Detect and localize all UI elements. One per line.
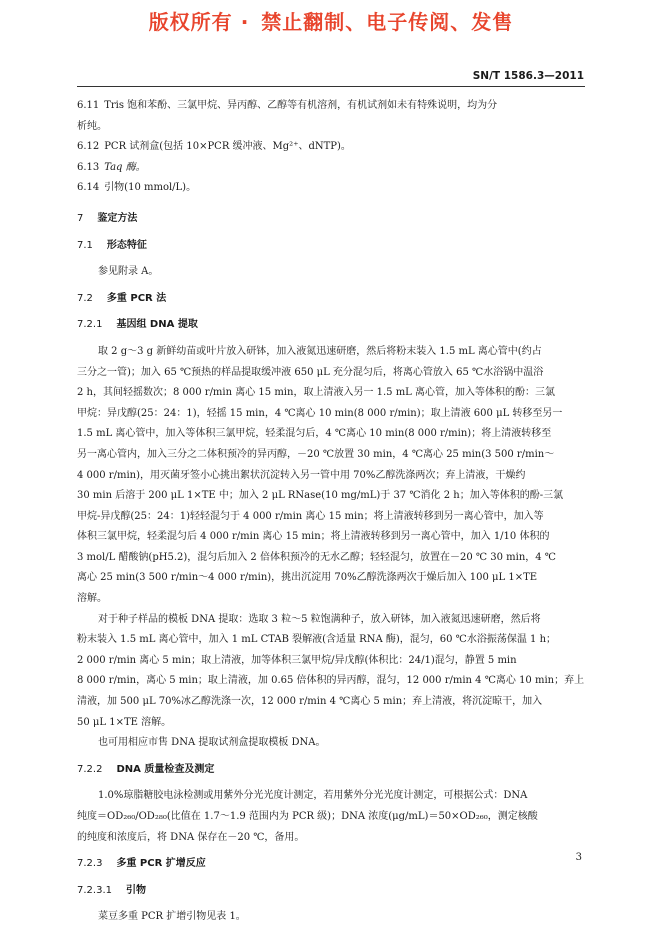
paragraph-line: 30 min 后溶于 200 μL 1×TE 中；加入 2 μL RNase(10 mg/mL)于 37 ℃消化 2 h；加入等体积的酚-三氯	[77, 490, 564, 502]
watermark-text-2: 禁止翻制、电子传阅、发售	[261, 10, 514, 34]
item-text-continued: 析纯。	[77, 120, 107, 132]
paragraph-line: 1.5 mL 离心管中，加入等体积三氯甲烷，轻柔混匀后，4 ℃离心 10 min(8 000 r/min)；将上清液转移至	[77, 428, 552, 440]
section-text-7-2-3-1: 菜豆多重 PCR 扩增引物见表 1。	[98, 911, 246, 923]
item-number: 6.14	[77, 182, 100, 194]
section-heading-7-2-2	[77, 760, 585, 781]
section-title: 形态特征	[106, 239, 147, 251]
paragraph-line: 另一离心管内，加入三分之二体积预冷的异丙醇，－20 ℃放置 30 min，4 ℃离心 25 min(3 500 r/min～	[77, 448, 555, 460]
paragraph-line: 溶解。	[77, 593, 107, 605]
spacer	[77, 199, 585, 209]
paragraph-line: 清液，加 500 μL 70%冰乙醇洗涤一次，12 000 r/min 4 ℃离心 5 min；弃上清液，将沉淀晾干，加入	[77, 696, 543, 708]
paragraph-extraction-seed	[77, 610, 585, 734]
paragraph-line: 50 μL 1×TE 溶解。	[77, 716, 172, 728]
paragraph-line: 1.0%琼脂糖胶电泳检测或用紫外分光光度计测定，若用紫外分光光度计测定，可根据公式：DNA	[98, 790, 528, 802]
section-heading-7-1	[77, 236, 585, 257]
section-heading-7-2-3	[77, 854, 585, 875]
paragraph-line: 取 2 g～3 g 新鲜幼苗或叶片放入研钵，加入液氮迅速研磨，然后将粉末装入 1.5 mL 离心管中(约占	[98, 345, 542, 357]
paragraph-extraction-seedling	[77, 342, 585, 610]
list-item	[77, 178, 585, 199]
section-number: 7.2.2	[77, 763, 103, 775]
paragraph-line: 3 mol/L 醋酸钠(pH5.2)，混匀后加入 2 倍体积预冷的无水乙醇；轻轻混匀，放置在－20 ℃ 30 min，4 ℃	[77, 551, 556, 563]
paragraph-line: 纯度＝OD₂₆₀/OD₂₈₀(比值在 1.7～1.9 范围内为 PCR 级)；DNA 浓度(μg/mL)＝50×OD₂₆₀，测定核酸	[77, 811, 538, 822]
item-number: 6.12	[77, 141, 100, 153]
watermark-banner	[0, 6, 662, 35]
page-number: 3	[575, 852, 582, 863]
paragraph-line: 体积三氯甲烷，轻柔混匀后 4 000 r/min 离心 15 min；将上清液转移到另一离心管中，加入 1/10 体积的	[77, 531, 550, 543]
section-number: 7.2.1	[77, 319, 103, 331]
item-number: 6.11	[77, 100, 100, 111]
item-text: PCR 试剂盒(包括 10×PCR 缓冲液、Mg²⁺、dNTP)。	[104, 141, 351, 153]
section-title: 基因组 DNA 提取	[116, 319, 198, 331]
section-title: 引物	[126, 884, 146, 896]
section-title: 多重 PCR 法	[106, 292, 167, 304]
paragraph-line: 8 000 r/min，离心 5 min；取上清液，加 0.65 倍体积的异丙醇，混匀，12 000 r/min 4 ℃离心 10 min；弃上	[77, 675, 585, 687]
document-body	[77, 96, 585, 928]
list-item	[77, 96, 585, 117]
item-text: 引物(10 mmol/L)。	[104, 182, 197, 194]
watermark-dot: ·	[240, 10, 250, 34]
paragraph-line: 对于种子样品的模板 DNA 提取：选取 3 粒～5 粒饱满种子，放入研钵，加入液氮迅速研磨，然后将	[98, 613, 541, 625]
paragraph-quality-check	[77, 786, 585, 848]
paragraph-kit-note: 也可用相应市售 DNA 提取试剂盒提取模板 DNA。	[98, 737, 326, 749]
section-number: 7.2.3.1	[77, 884, 112, 896]
section-number: 7	[77, 212, 84, 224]
paragraph-line: 粉末装入 1.5 mL 离心管中，加入 1 mL CTAB 裂解液(含适量 RNA 酶)，混匀，60 ℃水浴振荡保温 1 h；	[77, 634, 557, 646]
paragraph-line: 离心 25 min(3 500 r/min～4 000 r/min)，挑出沉淀用 70%乙醇洗涤两次于燥后加入 100 μL 1×TE	[77, 572, 538, 584]
paragraph-line: 的纯度和浓度后，将 DNA 保存在－20 ℃，备用。	[77, 831, 305, 843]
paragraph-line: 甲烷-异戊醇(25：24：1)轻轻混匀于 4 000 r/min 离心 15 min；将上清液转移到另一离心管中，加入等	[77, 510, 544, 522]
section-heading-7-2	[77, 289, 585, 310]
section-title: 鉴定方法	[97, 212, 138, 224]
watermark-text-1: 版权所有	[148, 10, 233, 34]
section-number: 7.2	[77, 292, 93, 304]
list-item	[77, 137, 585, 158]
section-number: 7.2.3	[77, 858, 103, 870]
paragraph-line: 2 h，其间轻摇数次；8 000 r/min 离心 15 min，取上清液入另一 1.5 mL 离心管，加入等体积的酚：三氯	[77, 387, 556, 399]
paragraph-line: 甲烷：异戊醇(25：24：1)，轻摇 15 min，4 ℃离心 10 min(8 000 r/min)；取上清液 600 μL 转移至另一	[77, 407, 563, 419]
item-text: Tris 饱和苯酚、三氯甲烷、异丙醇、乙醇等有机溶剂，有机试剂如未有特殊说明，均为分	[104, 100, 498, 111]
paragraph-line: 2 000 r/min 离心 5 min；取上清液，加等体积三氯甲烷/异戊醇(体积比：24/1)混匀，静置 5 min	[77, 654, 517, 666]
section-heading-7-2-3-1	[77, 881, 585, 902]
item-list	[77, 96, 585, 199]
section-text-7-1: 参见附录 A。	[98, 266, 159, 278]
header-rule	[77, 86, 585, 87]
paragraph-line: 三分之一管)；加入 65 ℃预热的样品提取缓冲液 650 μL 充分混匀后，将离心管放入 65 ℃水浴锅中温浴	[77, 366, 544, 378]
list-item	[77, 158, 585, 179]
standard-code: SN/T 1586.3—2011	[472, 70, 584, 82]
section-number: 7.1	[77, 239, 93, 251]
item-number: 6.13	[77, 161, 100, 173]
paragraph-line: 4 000 r/min)，用灭菌牙签小心挑出絮状沉淀转入另一管中用 70%乙醇洗涤两次；弃上清液，干燥约	[77, 469, 526, 481]
section-title: 多重 PCR 扩增反应	[116, 858, 206, 870]
section-heading-7-2-1	[77, 315, 585, 336]
section-title: DNA 质量检查及测定	[116, 763, 215, 775]
item-text: Taq 酶。	[104, 161, 146, 173]
section-heading-7	[77, 209, 585, 230]
